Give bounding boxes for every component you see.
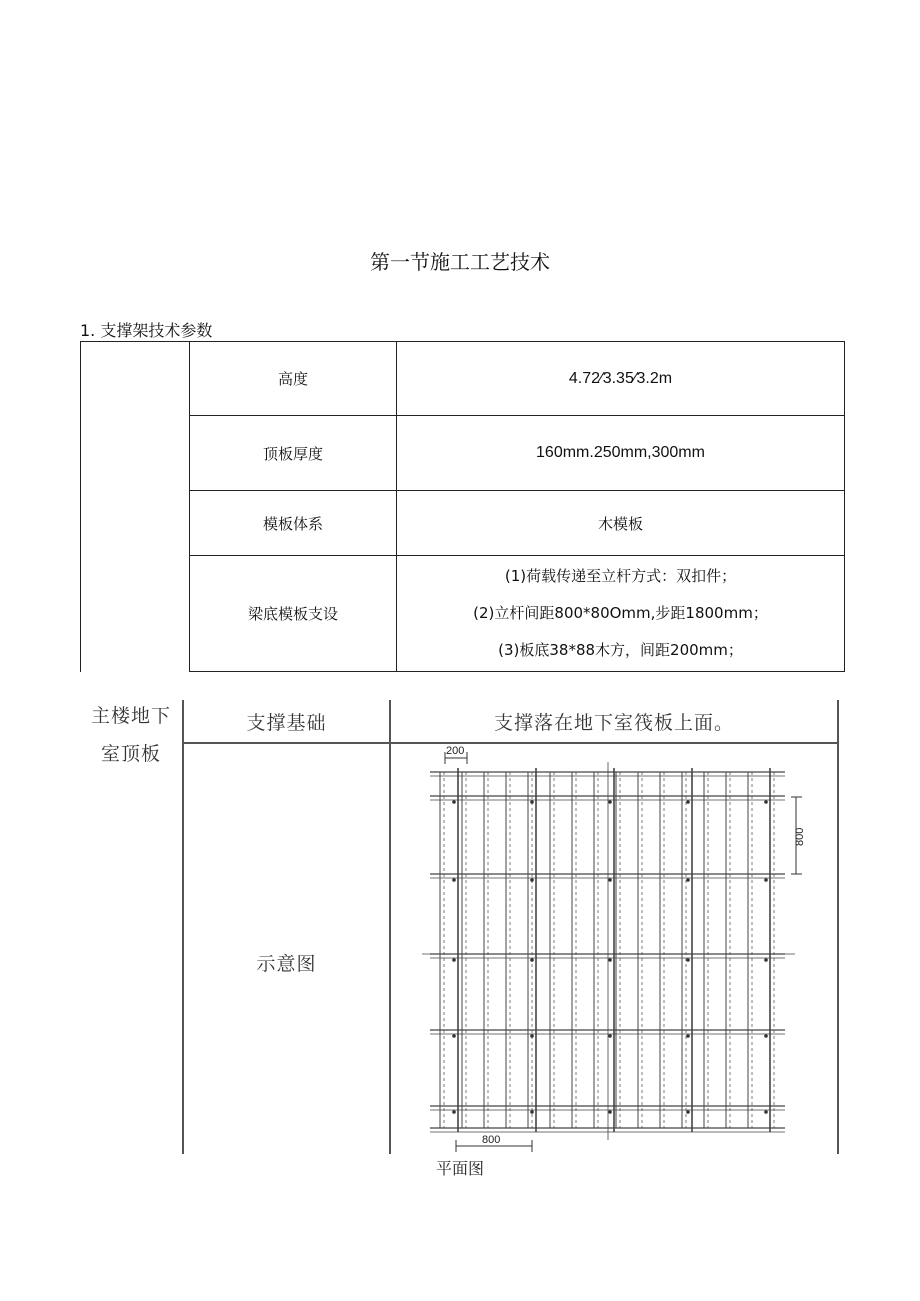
pole-dot (530, 958, 534, 962)
group-label-line2: 室顶板 (100, 743, 161, 765)
beam-line-3: (3)板底38*88木方，间距200mm； (498, 641, 743, 659)
scaffold-grid (422, 762, 795, 1140)
pole-dot (452, 800, 456, 804)
diagram-caption: 平面图 (436, 1159, 485, 1178)
pole-dot (764, 878, 768, 882)
pole-dot (764, 1110, 768, 1114)
pole-dot (686, 800, 690, 804)
pole-dot (686, 1034, 690, 1038)
pole-dot (608, 958, 612, 962)
diagram-label: 示意图 (256, 952, 317, 975)
pole-dot (530, 1110, 534, 1114)
beam-line-2: (2)立杆间距800*80Omm,步距1800mm； (473, 604, 768, 622)
row-value-slab-thickness: 160mm.250mm,300mm (536, 444, 705, 461)
pole-dot (608, 800, 612, 804)
pole-dot (452, 1110, 456, 1114)
pole-dot (608, 878, 612, 882)
row-label-formwork-system: 模板体系 (262, 514, 323, 533)
pole-dot (686, 958, 690, 962)
pole-dot (530, 1034, 534, 1038)
dim-right: 800 (794, 827, 806, 846)
pole-dot (452, 1034, 456, 1038)
row-value-formwork-system: 木模板 (597, 514, 643, 533)
pole-dot (764, 1034, 768, 1038)
support-base-value: 支撑落在地下室筏板上面。 (493, 711, 734, 734)
pole-dot (764, 800, 768, 804)
pole-dot (686, 1110, 690, 1114)
pole-dot (452, 958, 456, 962)
pole-dot (608, 1110, 612, 1114)
dim-bottom: 800 (482, 1134, 501, 1146)
row-label-slab-thickness: 顶板厚度 (262, 444, 323, 463)
pole-dot (530, 878, 534, 882)
row-label-beam-formwork: 梁底模板支设 (247, 605, 338, 623)
page-title: 第一节施工工艺技术 (370, 250, 550, 274)
section-heading: 1. 支撑架技术参数 (80, 321, 213, 340)
row-value-height: 4.72∕3.35∕3.2m (568, 369, 673, 387)
pole-dot (686, 878, 690, 882)
pole-dot (608, 1034, 612, 1038)
pole-dot (764, 958, 768, 962)
beam-line-1: (1)荷载传递至立杆方式：双扣件； (504, 567, 737, 585)
row-label-height: 高度 (277, 370, 308, 388)
pole-dot (530, 800, 534, 804)
pole-dot (452, 878, 456, 882)
group-label-line1: 主楼地下 (90, 705, 171, 727)
support-base-label: 支撑基础 (246, 711, 327, 734)
dim-top: 200 (446, 745, 465, 757)
